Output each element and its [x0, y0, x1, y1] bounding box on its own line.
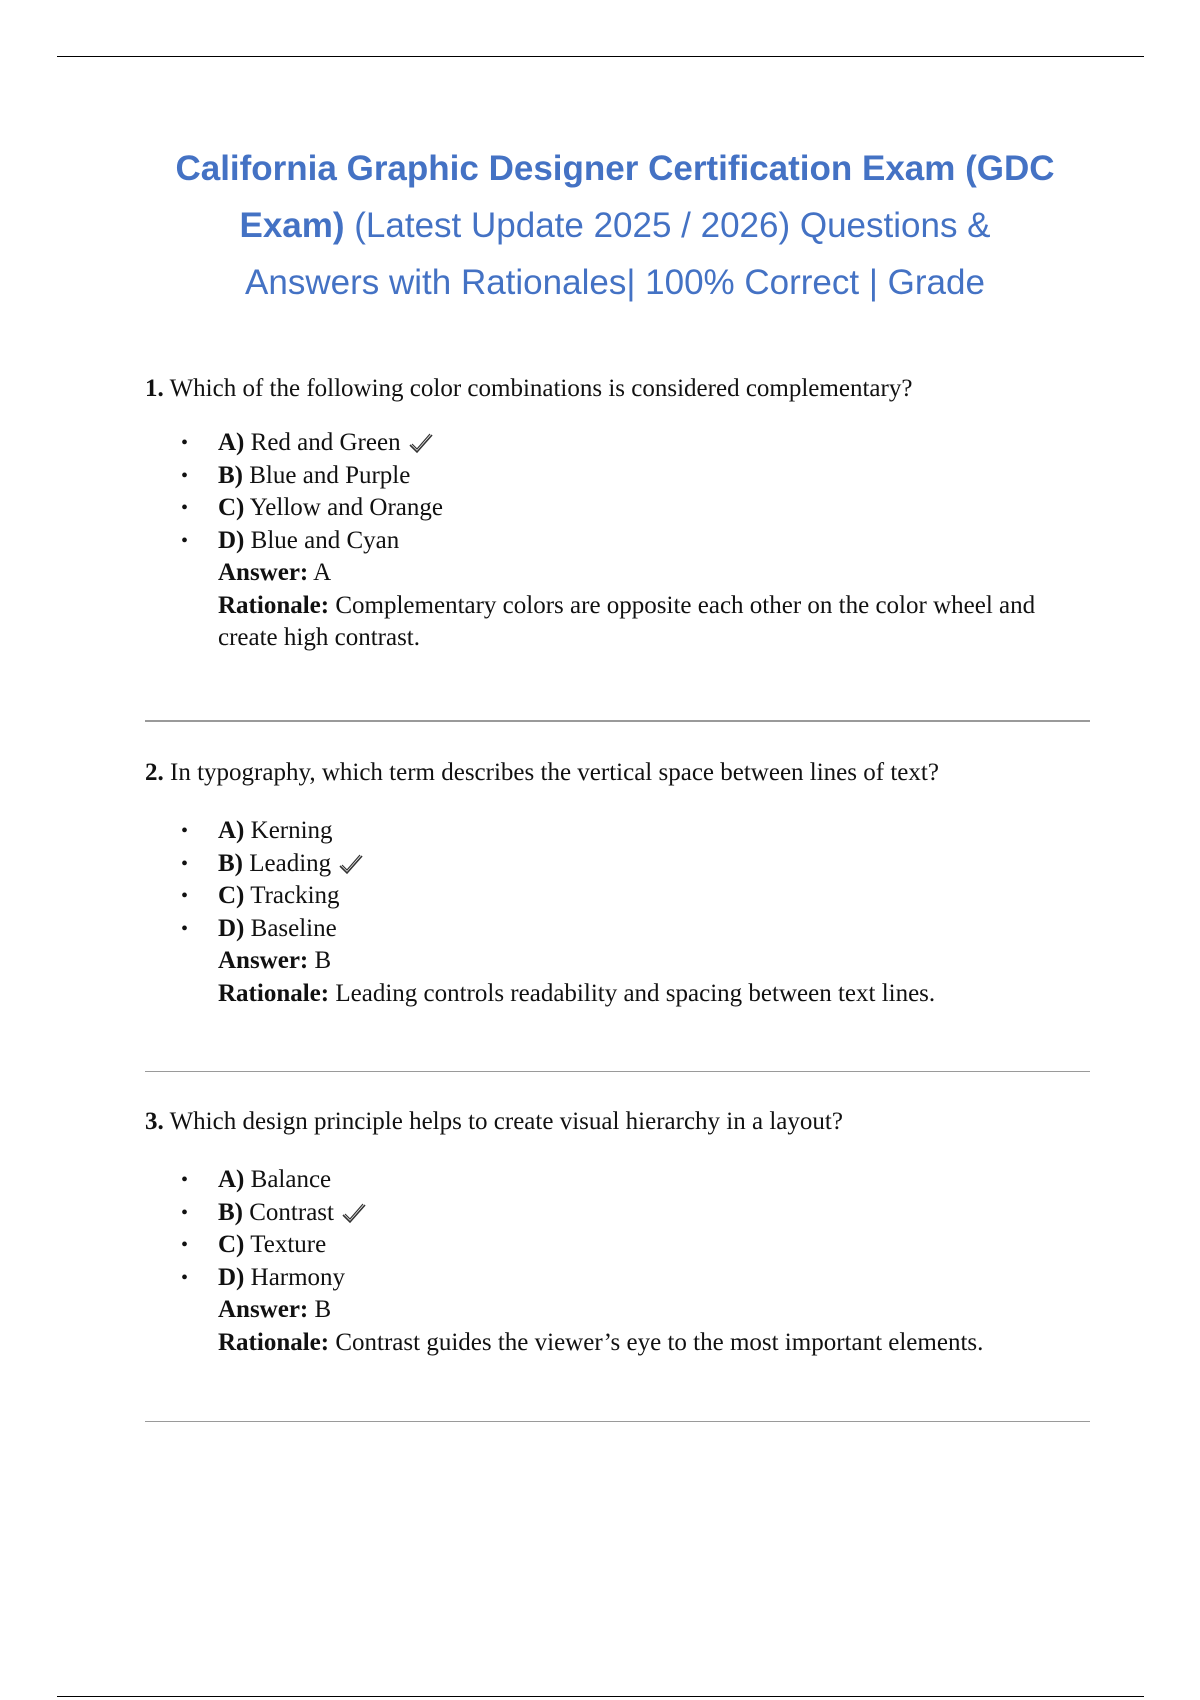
check-mark-icon	[407, 432, 435, 456]
bullet-icon: •	[181, 432, 189, 454]
option-c	[145, 1229, 1095, 1262]
option-a	[145, 427, 1095, 460]
rationale-text: Contrast guides the viewer’s eye to the most important elements.	[335, 1328, 984, 1356]
bullet-icon: •	[181, 885, 189, 907]
question-2	[145, 757, 1095, 1010]
question-1	[145, 373, 1095, 655]
question-number: 2.	[145, 759, 164, 786]
answer-value: A	[313, 559, 332, 586]
option-text: Tracking	[250, 882, 340, 909]
header-rule	[57, 56, 1144, 57]
option-d	[145, 1262, 1095, 1295]
bullet-icon: •	[181, 852, 189, 875]
bullet-icon: •	[181, 529, 189, 552]
bullet-icon: •	[181, 820, 189, 842]
answer-label: Answer:	[218, 947, 309, 974]
title-line-1-text: California Graphic Designer Certification Exam (GDC	[175, 149, 1055, 188]
answer-line	[145, 1294, 1095, 1327]
rationale-line	[145, 978, 1095, 1011]
option-d	[145, 913, 1095, 946]
option-letter: B)	[218, 849, 243, 877]
option-b	[145, 1197, 1095, 1230]
question-number: 3.	[145, 1108, 164, 1135]
option-letter: B)	[218, 461, 243, 489]
option-letter: C)	[218, 494, 245, 521]
title-line-2	[120, 197, 1110, 254]
title-line-3-text: Answers with Rationales| 100% Correct | Grade	[245, 263, 985, 302]
answer-line	[145, 557, 1095, 590]
bullet-icon: •	[181, 1201, 189, 1224]
question-prompt: Which of the following color combinations is considered complementary?	[169, 375, 913, 402]
option-text: Contrast	[249, 1198, 334, 1226]
rationale-line	[145, 1327, 1095, 1360]
option-text: Harmony	[250, 1263, 346, 1291]
option-d	[145, 525, 1095, 558]
question-prompt: In typography, which term describes the vertical space between lines of text?	[170, 759, 939, 786]
separator-2	[145, 1071, 1090, 1072]
option-letter: C)	[218, 1231, 245, 1258]
option-letter: B)	[218, 1198, 243, 1226]
option-letter: A)	[218, 817, 245, 844]
option-text: Baseline	[250, 914, 337, 942]
rationale-label: Rationale:	[218, 591, 330, 619]
option-text: Yellow and Orange	[249, 494, 443, 521]
bullet-icon: •	[181, 1266, 189, 1289]
option-c	[145, 880, 1095, 913]
bullet-icon: •	[181, 917, 189, 940]
option-list	[145, 1164, 1095, 1294]
answer-value: B	[314, 1296, 332, 1323]
answer-label: Answer:	[218, 559, 309, 586]
bullet-icon: •	[181, 1234, 189, 1256]
option-letter: A)	[218, 1166, 245, 1193]
question-text	[145, 373, 1095, 405]
title-line-1	[120, 140, 1110, 197]
option-text: Blue and Purple	[249, 461, 411, 489]
answer-value: B	[314, 947, 332, 974]
rationale-text: Leading controls readability and spacing between text lines.	[335, 979, 936, 1007]
check-mark-icon	[337, 853, 365, 877]
title-line-3	[120, 254, 1110, 311]
bullet-icon: •	[181, 1169, 189, 1191]
bullet-icon: •	[181, 464, 189, 487]
option-a	[145, 1164, 1095, 1197]
title-line-2-bold: Exam)	[239, 206, 345, 245]
option-letter: D)	[218, 914, 245, 942]
option-text: Balance	[250, 1166, 332, 1193]
question-text	[145, 1106, 1095, 1138]
rationale-line	[145, 590, 1095, 655]
option-text: Kerning	[250, 817, 333, 844]
option-letter: D)	[218, 1263, 245, 1291]
rationale-text: Complementary colors are opposite each other on the color wheel and create high contrast.	[218, 591, 1036, 651]
option-text: Texture	[250, 1231, 327, 1258]
rationale-label: Rationale:	[218, 1328, 330, 1356]
footer-rule	[57, 1696, 1144, 1697]
option-letter: D)	[218, 526, 245, 554]
option-a	[145, 815, 1095, 848]
option-text: Leading	[249, 849, 332, 877]
question-number: 1.	[145, 375, 164, 402]
answer-label: Answer:	[218, 1296, 309, 1323]
question-text	[145, 757, 1095, 789]
option-letter: C)	[218, 882, 245, 909]
bullet-icon: •	[181, 497, 189, 519]
check-mark-icon	[340, 1202, 368, 1226]
option-b	[145, 460, 1095, 493]
question-3	[145, 1106, 1095, 1359]
separator-1	[145, 720, 1090, 722]
option-letter: A)	[218, 429, 245, 456]
answer-line	[145, 945, 1095, 978]
option-list	[145, 427, 1095, 557]
document-title	[120, 140, 1110, 311]
option-text: Blue and Cyan	[250, 526, 400, 554]
rationale-label: Rationale:	[218, 979, 330, 1007]
title-line-2-rest: (Latest Update 2025 / 2026) Questions &	[344, 206, 991, 245]
question-prompt: Which design principle helps to create visual hierarchy in a layout?	[169, 1108, 843, 1135]
separator-3	[145, 1421, 1090, 1422]
option-b	[145, 848, 1095, 881]
option-text: Red and Green	[250, 429, 401, 456]
option-c	[145, 492, 1095, 525]
option-list	[145, 815, 1095, 945]
